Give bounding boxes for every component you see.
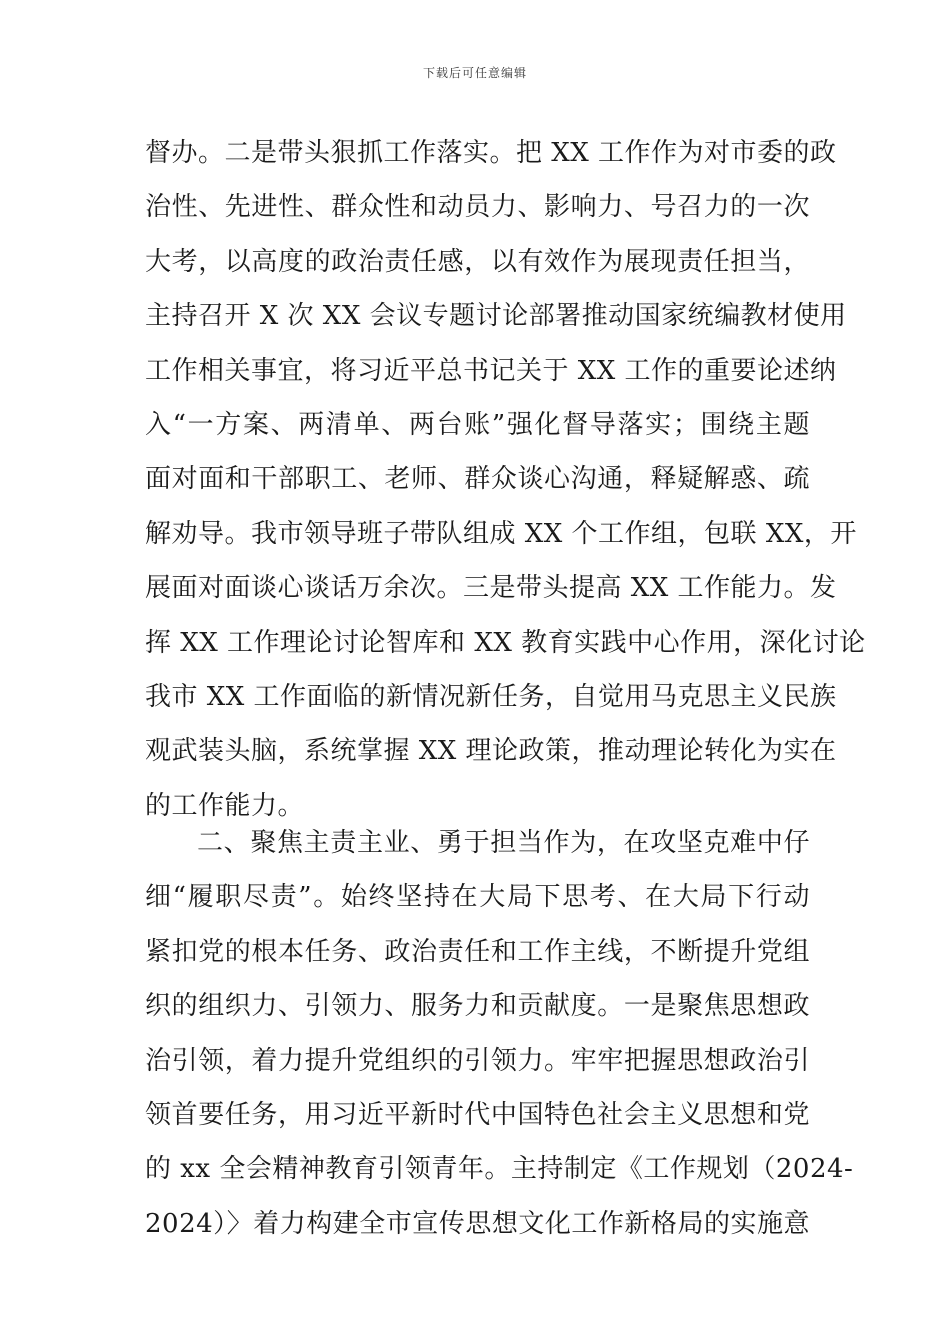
text-line: 治性、先进性、群众性和动员力、影响力、号召力的一次 [145, 192, 810, 223]
text-line: 观武装头脑，系统掌握 XX 理论政策，推动理论转化为实在 [145, 736, 837, 767]
text-line: 织的组织力、引领力、服务力和贡献度。一是聚焦思想政 [145, 991, 810, 1022]
text-line: 的 xx 全会精神教育引领青年。主持制定《工作规划（2024- [145, 1154, 854, 1185]
text-line: 细“履职尽责”。始终坚持在大局下思考、在大局下行动 [145, 882, 810, 913]
text-line: 我市 XX 工作面临的新情况新任务，自觉用马克思主义民族 [145, 681, 837, 712]
text-line: 入“一方案、两清单、两台账”强化督导落实；围绕主题 [145, 409, 810, 440]
text-line: 展面对面谈心谈话万余次。三是带头提高 XX 工作能力。发 [145, 573, 837, 604]
text-line: 2024）〉着力构建全市宣传思想文化工作新格局的实施意 [145, 1208, 810, 1239]
text-line: 面对面和干部职工、老师、群众谈心沟通，释疑解惑、疏 [145, 464, 810, 495]
text-line: 主持召开 X 次 XX 会议专题讨论部署推动国家统编教材使用 [145, 301, 847, 332]
text-line: 紧扣党的根本任务、政治责任和工作主线，不断提升党组 [145, 936, 810, 967]
download-note: 下载后可任意编辑 [422, 66, 527, 80]
text-line: 领首要任务，用习近平新时代中国特色社会主义思想和党 [145, 1099, 810, 1130]
text-line: 解劝导。我市领导班子带队组成 XX 个工作组，包联 XX，开 [145, 518, 857, 549]
text-line: 大考，以高度的政治责任感，以有效作为展现责任担当， [145, 246, 810, 277]
text-line: 的工作能力。 [145, 790, 305, 821]
paragraph-1 [145, 126, 866, 833]
text-line: 工作相关事宜，将习近平总书记关于 XX 工作的重要论述纳 [145, 355, 837, 386]
text-line: 督办。二是带头狠抓工作落实。把 XX 工作作为对市委的政 [145, 138, 837, 168]
text-line: 挥 XX 工作理论讨论智库和 XX 教育实践中心作用，深化讨论 [145, 627, 866, 658]
text-line: 治引领，着力提升党组织的引领力。牢牢把握思想政治引 [145, 1045, 810, 1076]
paragraph-2 [145, 816, 854, 1251]
text-line: 二、聚焦主责主业、勇于担当作为，在攻坚克难中仔 [197, 828, 810, 858]
